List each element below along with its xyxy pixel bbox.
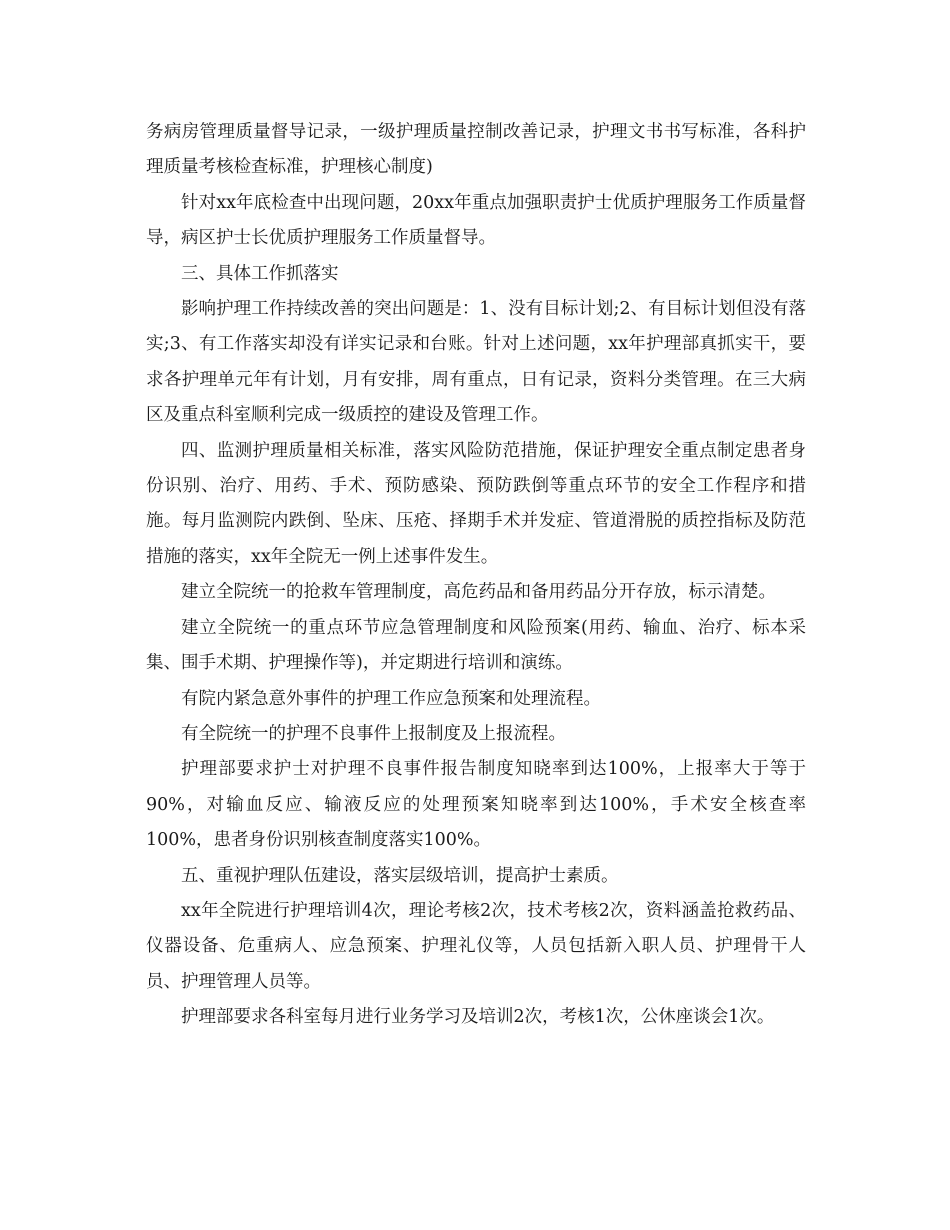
paragraph-13: 护理部要求各科室每月进行业务学习及培训2次，考核1次，公休座谈会1次。 xyxy=(181,1007,775,1028)
section-heading-5: 五、重视护理队伍建设，落实层级培训，提高护士素质。 xyxy=(181,865,619,886)
paragraph-1: 务病房管理质量督导记录，一级护理质量控制改善记录，护理文书书写标准，各科护理质量考核检查标准，护理核心制度) xyxy=(146,122,806,178)
paragraph-6: 建立全院统一的抢救车管理制度，高危药品和备用药品分开存放，标示清楚。 xyxy=(181,582,776,603)
section-heading-4-paragraph: 四、监测护理质量相关标准，落实风险防范措施，保证护理安全重点制定患者身份识别、治疗、用药、手术、预防感染、预防跌倒等重点环节的安全工作程序和措施。每月监测院内跌倒、坠床、压疮、择期手术并发症、管道滑脱的质控指标及防范措施的落实，xx年全院无一例上述事件发生。 xyxy=(146,440,806,567)
paragraph-2: 针对xx年底检查中出现问题，20xx年重点加强职责护士优质护理服务工作质量督导，病区护士长优质护理服务工作质量督导。 xyxy=(146,192,806,249)
paragraph-9: 有全院统一的护理不良事件上报制度及上报流程。 xyxy=(181,723,566,744)
paragraph-4: 影响护理工作持续改善的突出问题是：1、没有目标计划;2、有目标计划但没有落实;3、有工作落实却没有详实记录和台账。针对上述问题，xx年护理部真抓实干，要求各护理单元年有计划，月有安排，周有重点，日有记录，资料分类管理。在三大病区及重点科室顺利完成一级质控的建设及管理工作。 xyxy=(146,299,806,426)
paragraph-10: 护理部要求护士对护理不良事件报告制度知晓率到达100%，上报率大于等于90%，对输血反应、输液反应的处理预案知晓率到达100%，手术安全核查率100%，患者身份识别核查制度落实100%。 xyxy=(146,759,806,851)
paragraph-7: 建立全院统一的重点环节应急管理制度和风险预案(用药、输血、治疗、标本采集、围手术期、护理操作等)，并定期进行培训和演练。 xyxy=(146,617,806,674)
paragraph-12: xx年全院进行护理培训4次，理论考核2次，技术考核2次，资料涵盖抢救药品、仪器设备、危重病人、应急预案、护理礼仪等，人员包括新入职人员、护理骨干人员、护理管理人员等。 xyxy=(146,900,806,992)
document-body xyxy=(146,115,806,1036)
section-heading-3: 三、具体工作抓落实 xyxy=(181,263,339,284)
paragraph-8: 有院内紧急意外事件的护理工作应急预案和处理流程。 xyxy=(181,688,601,709)
